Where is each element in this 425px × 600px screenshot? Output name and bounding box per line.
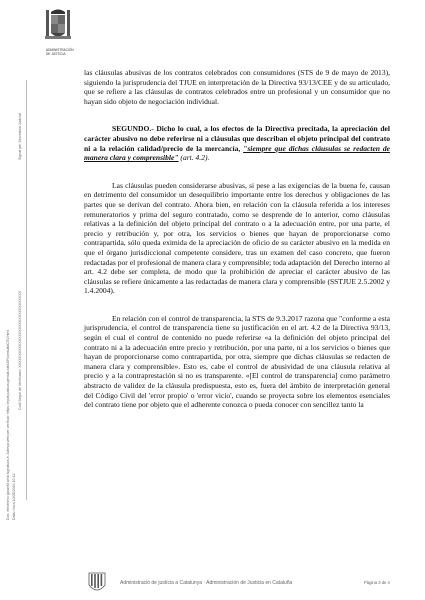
paragraph-abusivas: Las cláusulas pueden considerarse abusivas, si pese a las exigencias de la buena fe, causan en detrimento del consumidor un desequilibrio importante entre los derechos y obligaciones de las partes que se derivan del contrato. Ahora bien, en relación con la cláusula referida a los intereses remuneratorios y prima del seguro contratado, como se desprende de lo anterior, como cláusulas relativas a la definición del objeto principal del contrato o a la adecuación entre, por una parte, el precio y retribución y, por otra, los servicios o bienes que hayan de proporcionarse como contrapartida, sólo queda eximida de la apreciación de oficio de su carácter abusivo en la medida en que el órgano jurisdiccional competente considere, tras un examen del caso concreto, que fueron redactadas por el profesional de manera clara y comprensible; toda adaptación del Derecho interno al art. 4.2 debe ser completa, de modo que la prohibición de apreciar el carácter abusivo de las cláusulas se refiere únicamente a las redactadas de manera clara y comprensible (SSTJUE 2.5.2002 y 1.4.2004).: [84, 180, 390, 296]
section-label: SEGUNDO.-: [112, 124, 154, 134]
verification-line: Signat per Secretaria Judicial: [18, 113, 22, 160]
paragraph-continuation: las cláusulas abusivas de los contratos celebrados con consumidores (STS de 9 de mayo de 2013), siguiendo la jurisprudencia del TJUE en interpretación de la Directiva 93/13/CEE y de su articulado, que se refiere a las cláusulas de contratos celebrados entre un profesional y un consumidor que no hayan sido objeto de negociación individual.: [84, 68, 390, 106]
paragraph-segundo: [84, 124, 390, 162]
bold-text: Dicho lo cual, a los efectos de la Directiva precitada, la apreciación del carácter abusivo no debe referirse ni a cláusulas que describan el objeto principal del contrato ni a la relación calidad/precio de la mercancía,: [84, 124, 390, 153]
footer-text: Administració de justícia a Catalunya · Administración de Justicia en Cataluña: [120, 580, 293, 586]
paragraph-transparencia: En relación con el control de transparencia, la STS de 9.3.2017 razona que "conforme a esta jurisprudencia, el control de transparencia tiene su justificación en el art. 4.2 de la Directiva 93/13, según el cual el control de contenido no puede referirse «a la definición del objeto principal del contrato ni a la adecuación entre precio y retribución, por una parte, ni a los servicios o bienes que hayan de proporcionarse como contrapartida, por otra, siempre que dichas cláusulas se redacten de manera clara y comprensible». Esto es, cabe el control de abusividad de una cláusula relativa al precio y a la contraprestación si no es transparente. «[El control de transparencia] como parámetro abstracto de validez de la cláusula predispuesta, esto es, fuera del ámbito de interpretación general del Código Civil del 'error propio' o 'error vicio', cuando se proyecta sobre los elementos esenciales del contrato tiene por objeto que el adherente conozca o pueda conocer con sencillez tanto la: [84, 313, 391, 410]
verification-line: Doc. electrònic garantit amb signatura-e. Adreça web per verificar: https://ejcat.justicia.gencat.cat/IAP/consultaCSV.html: [6, 329, 10, 520]
article-reference: (art. 4.2).: [178, 153, 210, 163]
verification-strip: [0, 0, 26, 600]
document-body: [84, 68, 390, 410]
verification-line: Data i hora 10/05/2024 10:12: [12, 473, 16, 520]
page-number: Pàgina 3 de 4: [364, 580, 390, 585]
coat-of-arms-icon: [45, 6, 71, 46]
verification-line: Codi Segur de Verificació: XXXXXXXXXXXXXXXXXXXXXXXXXXXXXXXX: [18, 290, 22, 410]
header-caption: [46, 48, 106, 56]
header-caption-line: DE JUSTICIA: [46, 52, 66, 56]
header-caption-line: ADMINISTRACIÓN: [46, 48, 74, 52]
side-divider: [26, 80, 27, 500]
quoted-text: "siempre que dichas cláusulas se redacten de manera clara y comprensible": [84, 143, 391, 163]
generalitat-logo-icon: [88, 571, 106, 595]
